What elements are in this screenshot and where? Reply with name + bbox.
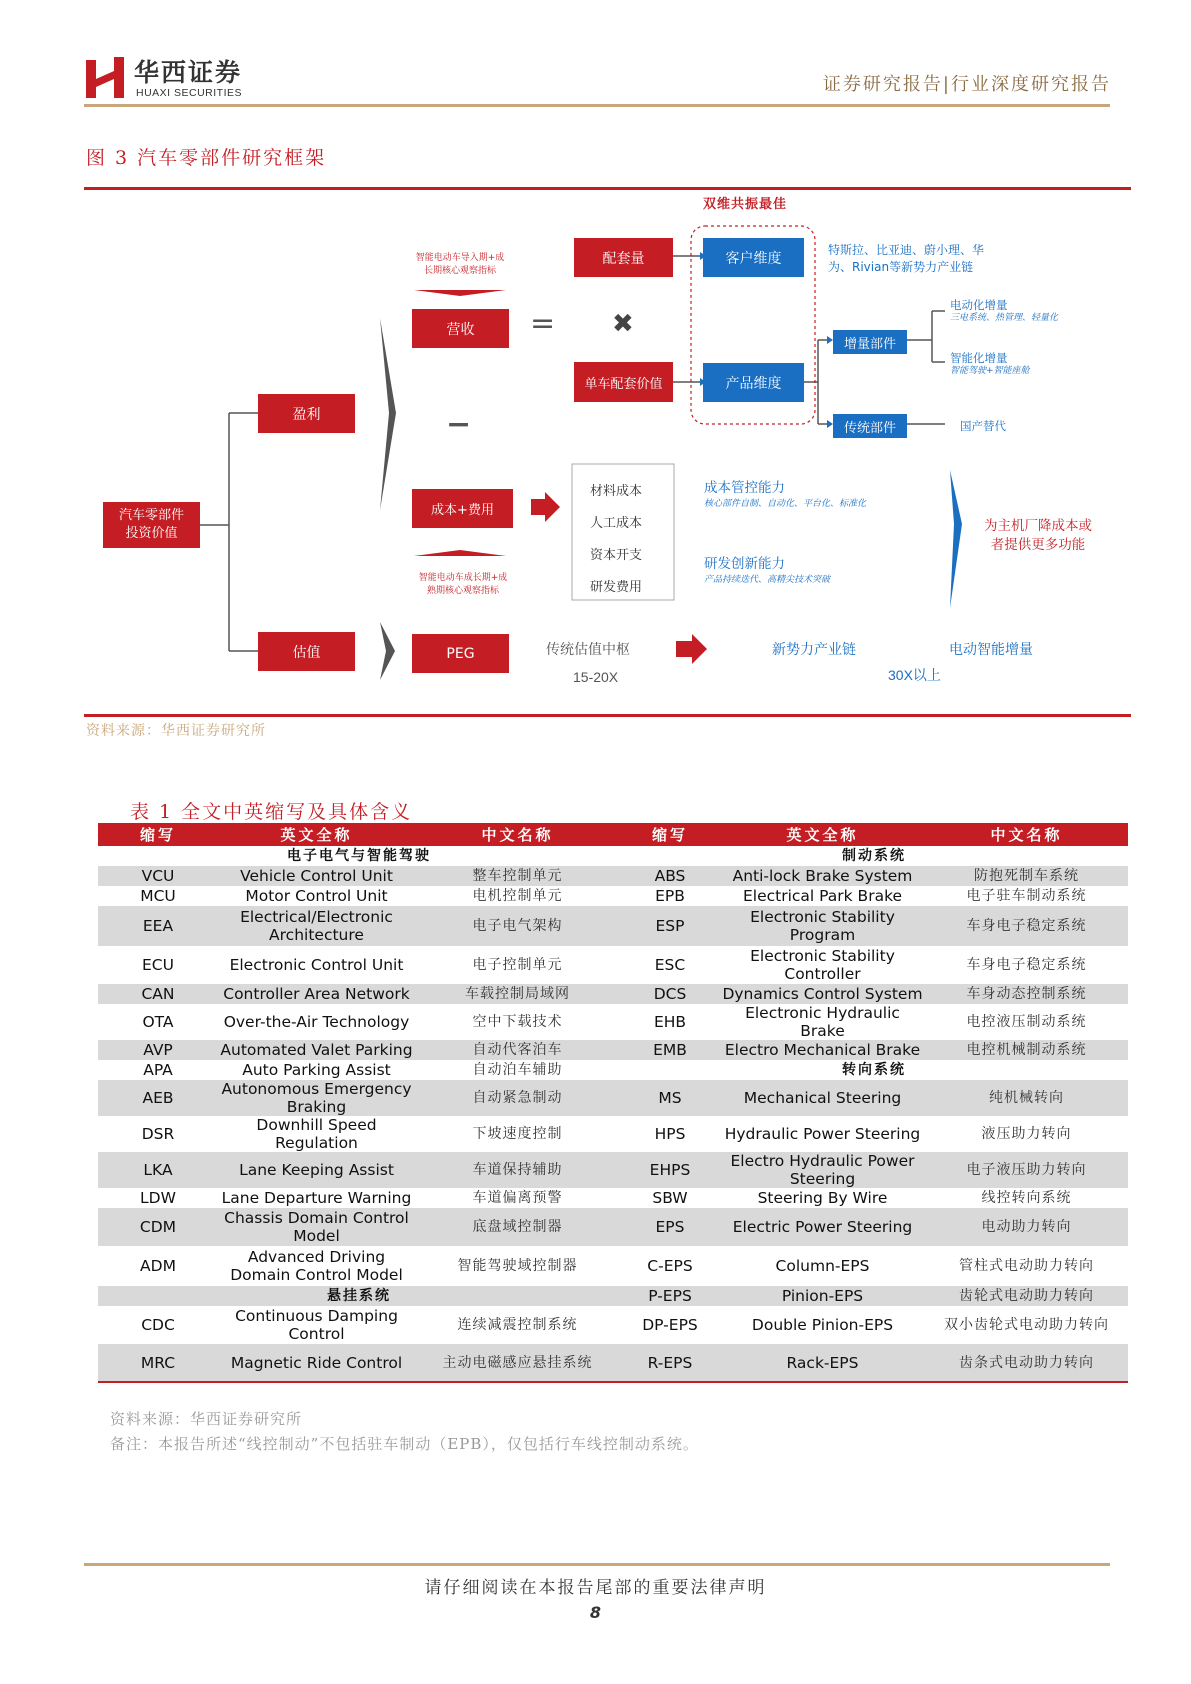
table-row (98, 1208, 1128, 1246)
table-cell: HPS (654, 1125, 686, 1143)
table-body (98, 846, 1128, 1382)
table-cell: C-EPS (647, 1257, 693, 1275)
table-row (98, 1188, 1128, 1208)
table-cell: Electrical Park Brake (742, 887, 903, 905)
diagram-connectors (0, 0, 1191, 720)
cost-items-list (590, 476, 660, 604)
table-row (98, 866, 1128, 886)
cost-control-sub: 核心部件自制、自动化、平台化、标准化 (704, 499, 867, 509)
table-cell: EPB (655, 887, 685, 905)
table-row (98, 946, 1128, 984)
page-number: 8 (589, 1603, 602, 1622)
table-cell: OTA (142, 1013, 174, 1031)
table-cell: Advanced Driving Domain Control Model (230, 1248, 403, 1284)
cost-item: 资本开支 (590, 548, 643, 563)
table-cell: CDM (98, 1208, 218, 1246)
table-cell: 齿条式电动助力转向 (925, 1344, 1128, 1382)
table-cell: 车载控制局域网 (415, 984, 620, 1004)
node-revenue: 营收 (412, 309, 509, 348)
traditional-valuation-label: 传统估值中枢 (546, 642, 630, 658)
node-valuation: 估值 (258, 632, 355, 671)
table-cell: EHB (653, 1013, 687, 1031)
traditional-valuation-range: 15-20X (573, 669, 619, 685)
table-cell: ECU (142, 956, 174, 974)
table-cell: Auto Parking Assist (242, 1061, 391, 1079)
customer-description: 特斯拉、比亚迪、蔚小理、华 为、Rivian等新势力产业链 (828, 243, 985, 274)
table-row (98, 886, 1128, 906)
table-cell: Continuous Damping Control (235, 1307, 398, 1343)
table-cell: 自动紧急制动 (415, 1080, 620, 1116)
table-cell: Mechanical Steering (720, 1080, 925, 1116)
node-customer-dimension: 客户维度 (703, 238, 804, 277)
table-cell: EHPS (620, 1152, 720, 1188)
node-profit: 盈利 (258, 394, 355, 433)
cost-item: 研发费用 (590, 580, 643, 595)
table-cell: Electric Power Steering (720, 1208, 925, 1246)
brand-name-en: HUAXI SECURITIES (136, 87, 243, 99)
table-cell: Automated Valet Parking (218, 1040, 415, 1060)
col-header: 英文全称 (720, 823, 925, 846)
table-cell: DP-EPS (642, 1316, 698, 1334)
node-auto-parts-value: 汽车零部件 投资价值 (103, 502, 200, 548)
table-cell: 电子控制单元 (472, 957, 563, 973)
table-cell: Column-EPS (775, 1257, 870, 1275)
table-source: 资料来源：华西证券研究所 (110, 1410, 303, 1428)
table-cell: 车身电子稳定系统 (925, 906, 1128, 946)
table-cell: MS (620, 1080, 720, 1116)
table-cell: AEB (98, 1080, 218, 1116)
times-sign: ✖ (612, 309, 634, 339)
new-valuation-range: 30X以上 (888, 667, 941, 683)
table-cell: 连续减震控制系统 (457, 1317, 578, 1333)
intelligence-label: 智能化增量 (950, 351, 1008, 365)
table-cell: 电机控制单元 (472, 888, 563, 904)
brand-name-cn: 华西证券 (134, 58, 243, 87)
table-cell: Hydraulic Power Steering (724, 1125, 921, 1143)
node-peg: PEG (412, 634, 509, 673)
table-cell: Double Pinion-EPS (751, 1316, 894, 1334)
table-cell: Controller Area Network (218, 984, 415, 1004)
ev-increment-label: 电动智能增量 (949, 642, 1033, 658)
table-row (98, 1004, 1128, 1040)
table-row (98, 906, 1128, 946)
cost-control-label: 成本管控能力 (704, 480, 785, 496)
table-cell: Electro Hydraulic Power Steering (720, 1152, 925, 1188)
table-cell: 电子电气架构 (415, 906, 620, 946)
equals-sign: = (530, 306, 556, 341)
table-cell: VCU (98, 866, 218, 886)
figure-title: 图 3 汽车零部件研究框架 (86, 147, 327, 169)
table-cell: 自动泊车辅助 (472, 1062, 563, 1078)
table-cell: Electronic Hydraulic Brake (745, 1004, 900, 1040)
cost-item: 人工成本 (590, 516, 643, 531)
abbreviation-table (98, 823, 1128, 1383)
table-cell: 电控液压制动系统 (966, 1014, 1087, 1030)
node-traditional-parts: 传统部件 (833, 414, 907, 438)
table-cell: Motor Control Unit (245, 887, 388, 905)
table-cell: Dynamics Control System (720, 984, 925, 1004)
table-cell: 电动助力转向 (925, 1208, 1128, 1246)
table-cell: 防抱死制车系统 (925, 866, 1128, 886)
table-cell: Electro Mechanical Brake (720, 1040, 925, 1060)
table-cell: DSR (141, 1125, 175, 1143)
table-cell: Electronic Stability Program (720, 906, 925, 946)
table-cell: 转向系统 (842, 1062, 906, 1078)
table-cell: Chassis Domain Control Model (218, 1208, 415, 1246)
table-cell: 底盘域控制器 (415, 1208, 620, 1246)
table-cell: CDC (141, 1316, 175, 1334)
col-header: 英文全称 (218, 823, 415, 846)
col-header: 缩写 (98, 823, 218, 846)
table-cell: Electrical/Electronic Architecture (218, 906, 415, 946)
table-cell: EEA (98, 906, 218, 946)
dual-resonance-label: 双维共振最佳 (703, 197, 788, 212)
table-cell: 车道偏离预警 (472, 1190, 563, 1206)
table-cell: DCS (620, 984, 720, 1004)
table-cell: Lane Departure Warning (221, 1189, 412, 1207)
table-row (98, 1040, 1128, 1060)
oem-value-label: 为主机厂降成本或 者提供更多功能 (984, 518, 1092, 553)
table-remark: 备注：本报告所述“线控制动”不包括驻车制动（EPB），仅包括行车线控制动系统。 (110, 1435, 699, 1453)
table-cell: Anti-lock Brake System (720, 866, 925, 886)
table-row (98, 984, 1128, 1004)
table-cell: Vehicle Control Unit (218, 866, 415, 886)
table-cell: SBW (652, 1189, 688, 1207)
node-cost-expense: 成本+费用 (412, 489, 513, 528)
table-cell: Electronic Stability Controller (750, 947, 895, 983)
domestic-substitution-label: 国产替代 (960, 419, 1006, 433)
cost-note: 智能电动车成长期+成 熟期核心观察指标 (418, 573, 508, 596)
table-cell: 电子电气与智能驾驶 (287, 848, 431, 864)
electrification-label: 电动化增量 (950, 298, 1008, 312)
table-cell: Pinion-EPS (720, 1286, 925, 1306)
table-row (98, 1060, 1128, 1080)
rd-ability-label: 研发创新能力 (704, 556, 785, 572)
table-cell: Lane Keeping Assist (218, 1152, 415, 1188)
table-cell: Electronic Control Unit (229, 956, 404, 974)
table-cell: ADM (140, 1257, 176, 1275)
table-cell: P-EPS (620, 1286, 720, 1306)
electrification-sub: 三电系统、热管理、轻量化 (950, 313, 1059, 323)
table-cell: R-EPS (620, 1344, 720, 1382)
figure-bottom-rule (84, 714, 1131, 717)
table-row (98, 846, 1128, 866)
table-cell: MCU (140, 887, 176, 905)
table-row (98, 1246, 1128, 1286)
table-cell: EMB (620, 1040, 720, 1060)
table-cell: EPS (620, 1208, 720, 1246)
table-cell: Steering By Wire (757, 1189, 888, 1207)
node-increment-parts: 增量部件 (833, 330, 907, 354)
table-cell: Magnetic Ride Control (218, 1344, 415, 1382)
table-cell: LDW (140, 1189, 176, 1207)
table-cell: LKA (98, 1152, 218, 1188)
table-row (98, 1116, 1128, 1152)
cost-item: 材料成本 (590, 484, 643, 499)
table-cell: 纯机械转向 (925, 1080, 1128, 1116)
table-cell: 悬挂系统 (98, 1286, 620, 1306)
table-cell: 车身动态控制系统 (925, 984, 1128, 1004)
table-row (98, 1286, 1128, 1306)
table-cell: 电控机械制动系统 (925, 1040, 1128, 1060)
table-row (98, 1080, 1128, 1116)
table-cell: ESP (620, 906, 720, 946)
table-cell: 线控转向系统 (981, 1190, 1072, 1206)
table-header-row (98, 823, 1128, 846)
table-cell: 智能驾驶域控制器 (457, 1258, 578, 1274)
table-cell: ABS (620, 866, 720, 886)
table-cell: APA (143, 1061, 173, 1079)
figure-source: 资料来源：华西证券研究所 (86, 723, 266, 739)
table-cell: 下坡速度控制 (472, 1126, 563, 1142)
table-cell: 液压助力转向 (981, 1126, 1072, 1142)
table-row (98, 1344, 1128, 1382)
col-header: 缩写 (620, 823, 720, 846)
table-cell: CAN (98, 984, 218, 1004)
table-cell: 制动系统 (842, 848, 906, 864)
table-cell: 电子液压助力转向 (925, 1152, 1128, 1188)
new-force-chain-label: 新势力产业链 (772, 642, 856, 658)
table-cell: Rack-EPS (720, 1344, 925, 1382)
intelligence-sub: 智能驾驶+智能座舱 (950, 366, 1030, 376)
table-cell: ESC (654, 956, 686, 974)
revenue-note: 智能电动车导入期+成 长期核心观察指标 (415, 253, 505, 276)
table-cell: MRC (98, 1344, 218, 1382)
table-cell: AVP (98, 1040, 218, 1060)
table-cell: Autonomous Emergency Braking (218, 1080, 415, 1116)
minus-sign: − (446, 407, 472, 442)
node-unit-value: 单车配套价值 (574, 362, 673, 402)
table-cell: 管柱式电动助力转向 (959, 1258, 1094, 1274)
node-product-dimension: 产品维度 (703, 363, 804, 402)
report-type: 证券研究报告|行业深度研究报告 (822, 74, 1111, 95)
node-supply-volume: 配套量 (574, 238, 673, 277)
col-header: 中文名称 (415, 823, 620, 846)
table-cell: 空中下载技术 (472, 1014, 563, 1030)
table-title: 表 1 全文中英缩写及具体含义 (130, 801, 413, 823)
col-header: 中文名称 (925, 823, 1128, 846)
footer-divider (84, 1563, 1110, 1566)
table-cell: 主动电磁感应悬挂系统 (415, 1344, 620, 1382)
table-cell: Downhill Speed Regulation (256, 1116, 377, 1152)
table-cell: 双小齿轮式电动助力转向 (944, 1317, 1109, 1333)
table-row (98, 1306, 1128, 1344)
table-cell: 齿轮式电动助力转向 (925, 1286, 1128, 1306)
table-cell: 整车控制单元 (415, 866, 620, 886)
table-cell: Over-the-Air Technology (223, 1013, 410, 1031)
table-row (98, 1152, 1128, 1188)
table-cell: 电子驻车制动系统 (966, 888, 1087, 904)
table-cell: 车身电子稳定系统 (966, 957, 1087, 973)
legal-disclaimer: 请仔细阅读在本报告尾部的重要法律声明 (424, 1578, 767, 1598)
table-cell: 车道保持辅助 (415, 1152, 620, 1188)
rd-ability-sub: 产品持续迭代、高精尖技术突破 (704, 575, 831, 585)
table-cell: 自动代客泊车 (415, 1040, 620, 1060)
